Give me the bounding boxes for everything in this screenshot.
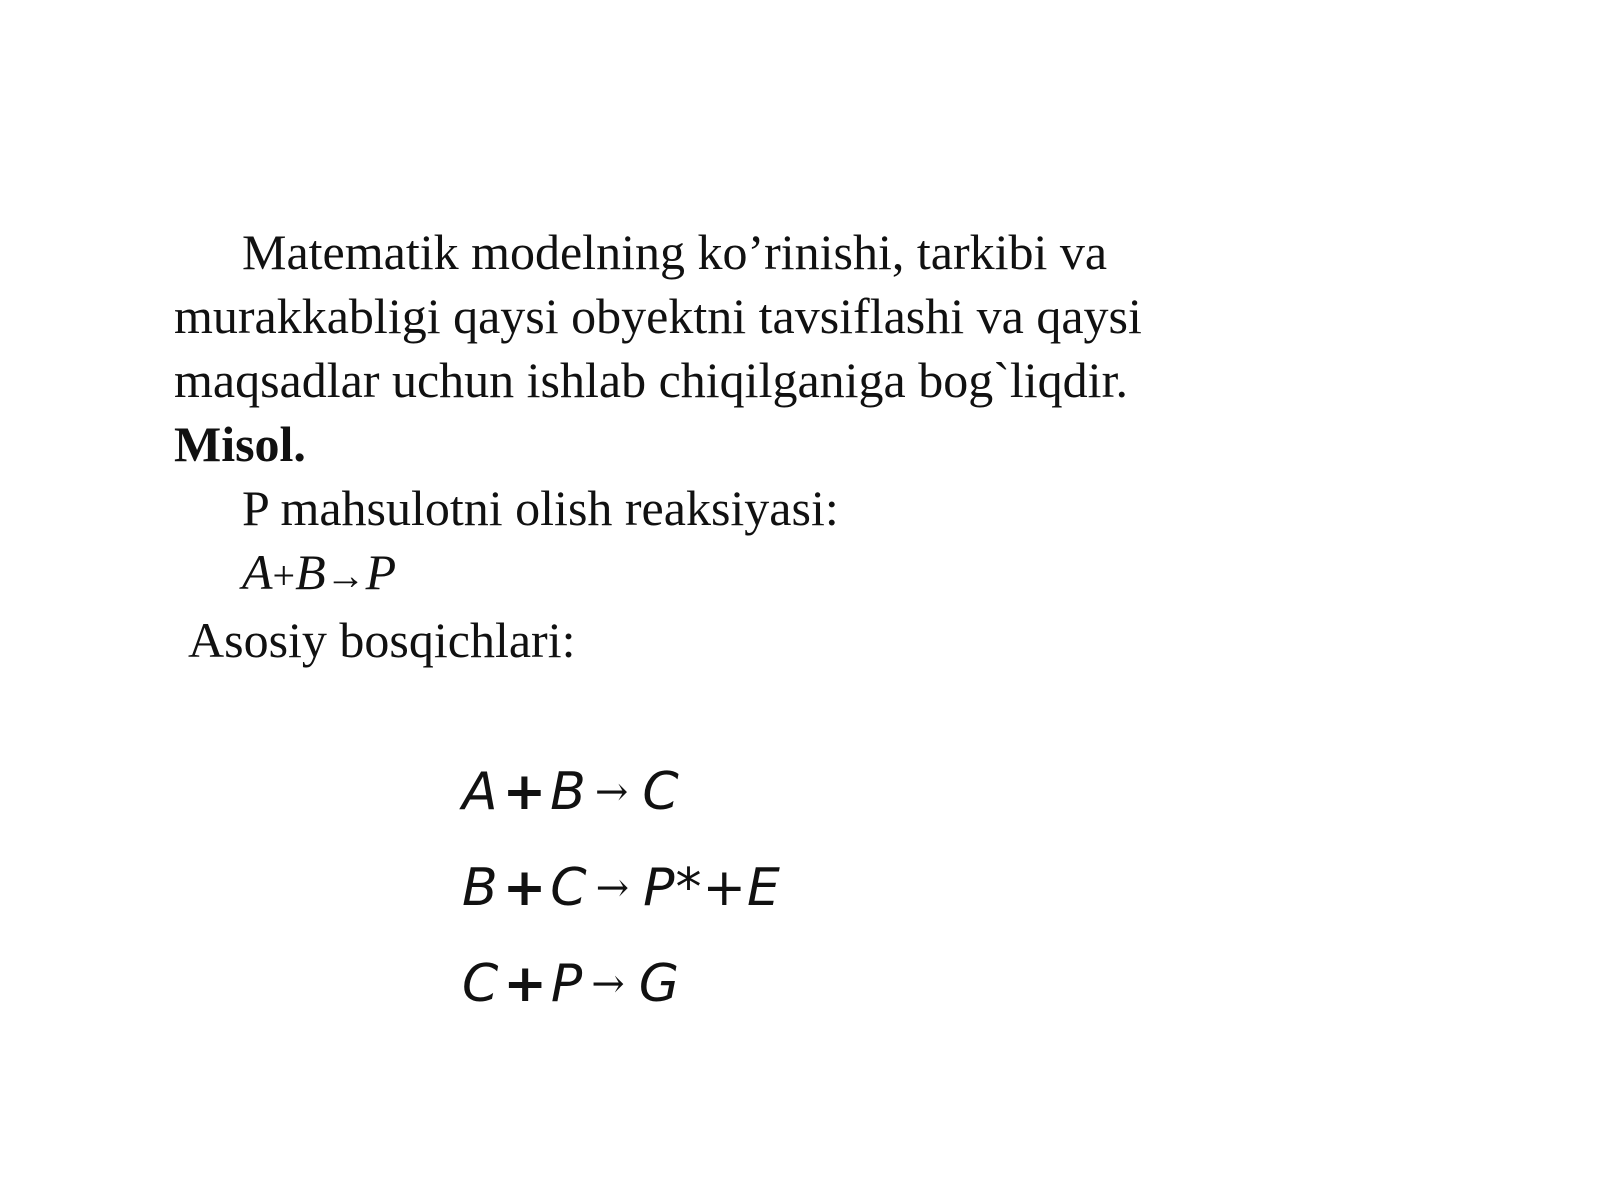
stage-2-reactant-2: C (550, 858, 588, 918)
main-arrow: → (325, 553, 366, 598)
stage-3-reactant-1: C (462, 954, 500, 1014)
paragraph-line-2: murakkabligi qaysi obyektni tavsiflashi va qaysi (174, 288, 1142, 344)
reaction-intro: P mahsulotni olish reaksiyasi: (242, 480, 839, 536)
main-reaction-equation (174, 540, 1274, 608)
stage-1-reactant-2: B (550, 762, 587, 822)
main-product: P (365, 544, 397, 600)
stage-reaction-1 (462, 744, 781, 840)
stage-reaction-2 (462, 840, 781, 936)
paragraph-line-1: Matematik modelning ko’rinishi, tarkibi va (242, 224, 1108, 280)
stage-2-products: P*+E (643, 858, 781, 918)
stage-2-reactant-1: B (462, 858, 499, 918)
stage-2-plus: + (502, 858, 547, 918)
stage-3-arrow: → (591, 961, 625, 1007)
main-reactant-1: A (242, 544, 273, 600)
example-heading: Misol. (174, 416, 306, 472)
main-plus: + (272, 553, 296, 598)
main-text (174, 220, 1274, 672)
stage-2-arrow: → (595, 865, 630, 911)
stage-reactions (462, 744, 781, 1032)
stage-1-reactant-1: A (462, 762, 499, 822)
paragraph-line-3: maqsadlar uchun ishlab chiqilganiga bog`liqdir. (174, 352, 1128, 408)
stage-1-products: C (642, 762, 680, 822)
stage-3-plus: + (503, 954, 547, 1014)
stages-label: Asosiy bosqichlari: (188, 612, 576, 668)
stage-reaction-3 (462, 936, 781, 1032)
stage-3-reactant-2: P (550, 954, 584, 1014)
main-reactant-2: B (295, 544, 326, 600)
stage-1-arrow: → (594, 769, 629, 815)
stage-3-products: G (638, 954, 681, 1014)
stage-1-plus: + (502, 762, 547, 822)
